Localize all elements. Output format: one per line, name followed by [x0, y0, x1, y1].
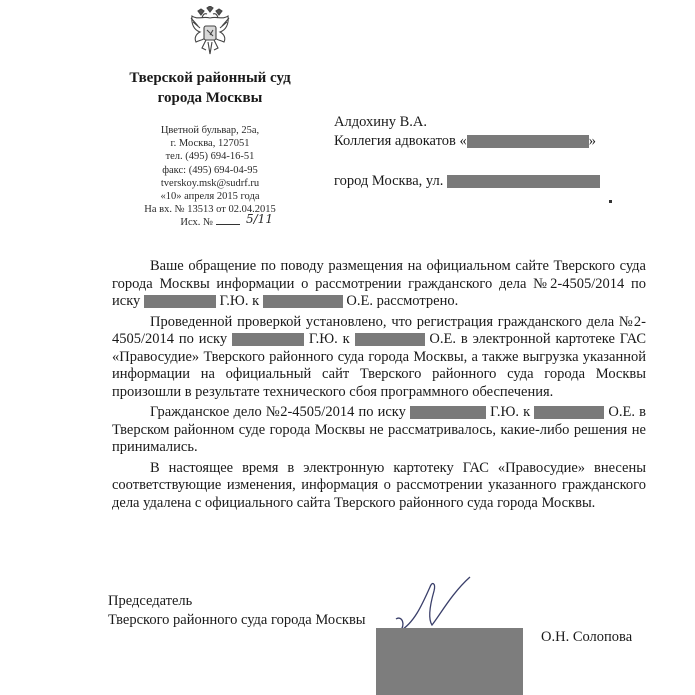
redacted-block	[534, 406, 604, 419]
addressee-block	[334, 113, 600, 191]
signer-title	[108, 592, 366, 630]
redacted-signature-area	[376, 628, 523, 695]
redacted-block	[232, 333, 304, 346]
outgoing-reference-value: 5/11	[246, 212, 273, 227]
paragraph-3: Гражданское дело №2-4505/2014 по иску Г.Ю. к О.Е. в Тверском районном суде города Москвы не рассматривалось, какие-либо решения не принимались.	[112, 404, 646, 455]
signer-title-line2: Тверского районного суда города Москвы	[108, 612, 366, 628]
address-line2: г. Москва, 127051	[170, 138, 250, 150]
signer-title-line1: Председатель	[108, 593, 193, 609]
letter-body	[112, 258, 646, 515]
signer-name: О.Н. Солопова	[541, 629, 633, 645]
addressee-address: город Москва, ул.	[334, 172, 600, 191]
court-fax: факс: (495) 694-04-95	[162, 164, 258, 176]
redacted-block	[447, 175, 600, 188]
handwritten-signature	[392, 575, 502, 635]
redacted-block	[263, 295, 343, 308]
court-address-block	[100, 124, 320, 230]
outgoing-reference	[100, 212, 320, 229]
paragraph-1: Ваше обращение по поводу размещения на официальном сайте Тверского суда города Москвы информации о рассмотрении гражданского дела №2-4505/2014 по иску Г.Ю. к О.Е. рассмотрено.	[112, 258, 646, 309]
redacted-block	[144, 295, 216, 308]
court-name-line2: города Москвы	[157, 90, 263, 106]
redacted-block	[410, 406, 486, 419]
addressee-name: Алдохину В.А.	[334, 114, 428, 130]
court-phone: тел. (495) 694-16-51	[165, 151, 255, 163]
redacted-block	[467, 135, 589, 148]
court-name-line1: Тверской районный суд	[129, 70, 291, 86]
russian-coat-of-arms-icon	[188, 6, 232, 56]
outgoing-reference-label: Исх. №	[180, 217, 213, 229]
redacted-block	[355, 333, 425, 346]
paragraph-2: Проведенной проверкой установлено, что регистрация гражданского дела №2-4505/2014 по иску Г.Ю. к О.Е. в электронной картотеке ГАС «Правосудие» Тверского районного суда города Москвы, а также выгрузка указанной информации на официальный сайт Тверского районного суда города Москвы произошли в результате технического сбоя программного обеспечения.	[112, 313, 646, 400]
court-email: tverskoy.msk@sudrf.ru	[160, 177, 260, 189]
incoming-reference: На вх. № 13513 от 02.04.2015	[144, 204, 276, 216]
paragraph-4: В настоящее время в электронную картотеку ГАС «Правосудие» внесены соответствующие изменения, информация о рассмотрении указанного гражданского дела удалена с официального сайта Тверского районного суда города Москвы.	[112, 459, 646, 511]
court-name	[100, 68, 320, 108]
stray-mark	[609, 200, 612, 203]
addressee-organization: Коллегия адвокатов « »	[334, 133, 596, 149]
address-line1: Цветной бульвар, 25а,	[160, 125, 260, 136]
letter-date: «10» апреля 2015 года	[160, 191, 260, 203]
